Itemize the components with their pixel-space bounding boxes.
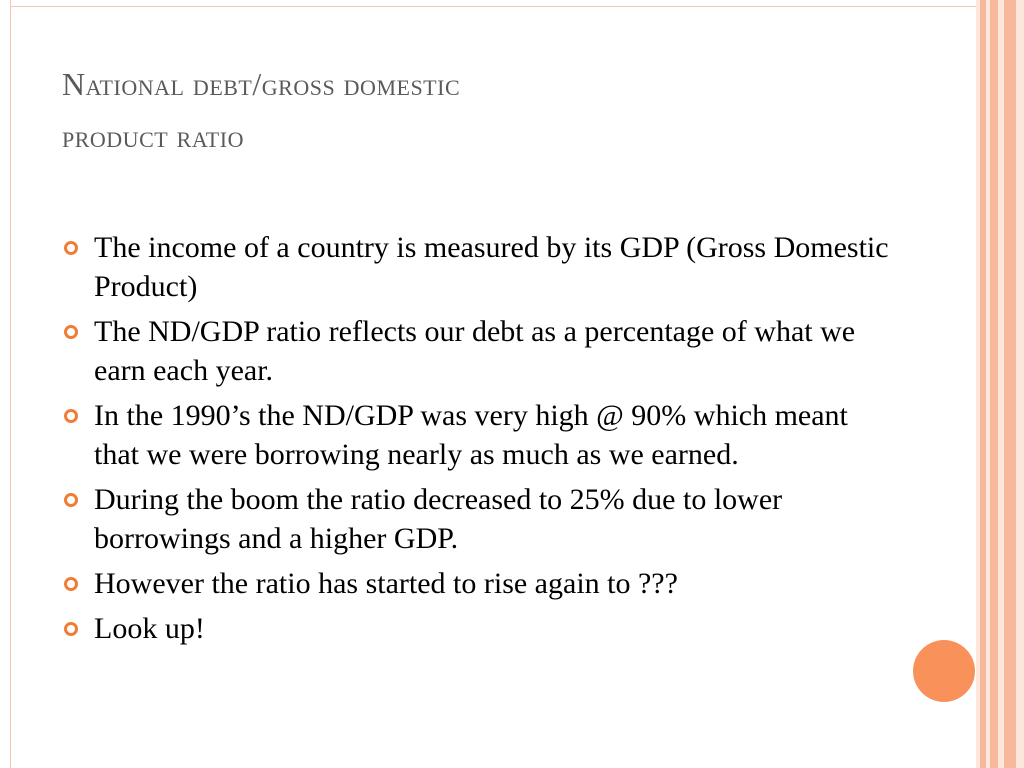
circle-outline-icon	[64, 241, 78, 255]
bullet-text: Look up!	[94, 612, 205, 645]
circle-outline-icon	[64, 622, 78, 636]
slide-title-line: National debt/gross domestic	[62, 66, 461, 102]
bullet-text: The income of a country is measured by its GDP (Gross Domestic Product)	[94, 231, 889, 303]
bullet-list	[64, 228, 894, 654]
decorative-band	[990, 0, 998, 768]
circle-outline-icon	[64, 493, 78, 507]
decorative-band	[1016, 0, 1024, 768]
frame-top-border	[10, 6, 976, 7]
bullet-text: The ND/GDP ratio reflects our debt as a percentage of what we earn each year.	[94, 315, 856, 387]
bullet-item	[64, 609, 894, 648]
bullet-item	[64, 564, 894, 603]
circle-outline-icon	[64, 577, 78, 591]
bullet-text: In the 1990’s the ND/GDP was very high @ 90% which meant that we were borrowing nearly as much as we earned.	[94, 399, 848, 471]
decorative-band	[1004, 0, 1016, 768]
frame-left-border	[10, 0, 11, 768]
slide-title	[62, 58, 942, 162]
bullet-text: However the ratio has started to rise again to ???	[94, 567, 678, 600]
bullet-item	[64, 396, 894, 474]
bullet-item	[64, 228, 894, 306]
bullet-text: During the boom the ratio decreased to 25% due to lower borrowings and a higher GDP.	[94, 483, 783, 555]
bullet-item	[64, 312, 894, 390]
circle-outline-icon	[64, 325, 78, 339]
bullet-item	[64, 480, 894, 558]
decorative-circle	[913, 640, 975, 702]
circle-outline-icon	[64, 409, 78, 423]
slide-title-line: product ratio	[62, 118, 244, 154]
